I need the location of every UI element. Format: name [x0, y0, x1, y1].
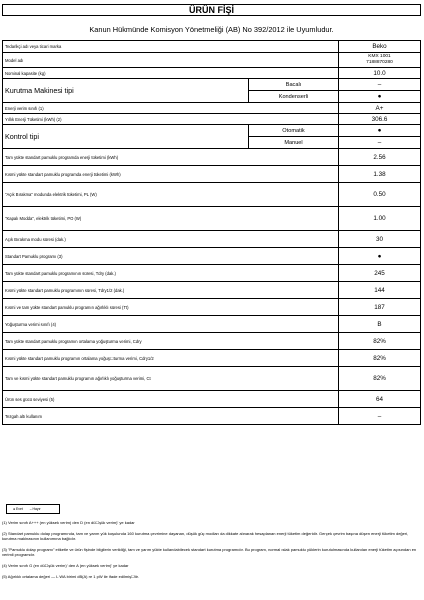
table-row	[3, 53, 421, 68]
table-row	[3, 299, 421, 316]
row-value: 187	[339, 299, 421, 316]
row-value: 10.0	[339, 68, 421, 79]
row-value: A+	[339, 103, 421, 114]
legend-no: – Hayır	[29, 507, 41, 511]
table-row	[3, 166, 421, 183]
row-label: Kısmi yükte standart pamuklu programın ortalama yoğuş☐turma verimi, Cdry1/2	[3, 350, 339, 367]
row-label: Kurutma Makinesi tipi	[3, 79, 249, 103]
table-row	[3, 333, 421, 350]
row-value: 1.38	[339, 166, 421, 183]
row-label: Tam yükte standart pamuklu programda enerji tüketimi (kWh)	[3, 149, 339, 166]
row-value: 64	[339, 391, 421, 408]
row-label: Tedarikçi adı veya ticari marka	[3, 41, 339, 53]
row-value: –	[339, 137, 421, 149]
row-label: Yıllık Enerji Tüketimi (kWh) (2)	[3, 114, 339, 125]
row-value: –	[339, 79, 421, 91]
row-value: 82%	[339, 350, 421, 367]
row-value: 1.00	[339, 207, 421, 231]
row-label: Kontrol tipi	[3, 125, 249, 149]
table-row	[3, 367, 421, 391]
page-title: ÜRÜN FİŞİ	[2, 4, 421, 16]
row-label: Model adı	[3, 53, 339, 68]
table-row	[3, 231, 421, 248]
row-value: 82%	[339, 367, 421, 391]
footnote: (5) Ağırlıklı ortalama değeri — L WA birimi dB(A) re 1 pW ile ifade edilmiş☐tir.	[2, 573, 139, 579]
row-label: Tam ve kısmi yükte standart pamuklu programın ağırlıklı yoğuşturma verimi, Ct	[3, 367, 339, 391]
row-label: Enerji verim sınıfı (1)	[3, 103, 339, 114]
row-label: Kısmi yükte standart pamuklu programda enerji tüketimi (kWh)	[3, 166, 339, 183]
footnote: (3) "Pamuklu dolap programı" etiketle ve ürün fişinde bilgilerin verildiği, tam ve yarım yükte kullanılabilecek standart kurutma programıdır. Bu program, normal ıslak pamuklu yüklerin kurutulmasında kullanılan enerji tüketim açısından en verimli programdır.	[2, 546, 417, 558]
row-value: 82%	[339, 333, 421, 350]
regulation-subtitle: Kanun Hükmünde Komisyon Yönetmeliği (AB) No 392/2012 ile Uyumludur.	[89, 25, 334, 34]
spec-table	[2, 40, 421, 425]
row-value: 144	[339, 282, 421, 299]
row-value: ●	[339, 248, 421, 265]
legend-yes: ● Evet	[13, 507, 23, 511]
table-row	[3, 408, 421, 425]
footnotes	[2, 520, 422, 584]
row-value: ●	[339, 91, 421, 103]
table-row	[3, 207, 421, 231]
model-code: 7188870280	[366, 60, 393, 65]
row-label: "Kapalı Modda", elektrik tüketimi, PO (W)	[3, 207, 339, 231]
table-row	[3, 41, 421, 53]
table-row	[3, 114, 421, 125]
footnote: (1) Verim sınıfı A+++ (en yüksek verim) den D (en dü☐şük verim)' ye kadar	[2, 520, 135, 525]
row-label: Açık Bırakma modu süresi (dak.)	[3, 231, 339, 248]
row-option: Manuel	[248, 137, 338, 149]
row-value: 2.56	[339, 149, 421, 166]
row-value: Beko	[339, 41, 421, 53]
row-label: Tam yükte standart pamuklu programının süresi, Tdry (dak.)	[3, 265, 339, 282]
table-row	[3, 265, 421, 282]
row-label: Ürün ses gücü seviyesi (5)	[3, 391, 339, 408]
table-row	[3, 248, 421, 265]
row-value: B	[339, 316, 421, 333]
row-label: Kısmi yükte standart pamuklu programının süresi, Tdry1/2 (dak.)	[3, 282, 339, 299]
row-option: Bacalı	[248, 79, 338, 91]
table-row	[3, 68, 421, 79]
model-name: KMX 1001	[368, 54, 391, 59]
row-option: Kondenserli	[248, 91, 338, 103]
row-label: Kısmi ve tam yükte standart pamuklu programın ağırlıklı süresi (Tt)	[3, 299, 339, 316]
row-value: 306.6	[339, 114, 421, 125]
footnote: (4) Verim sınıfı G (en dü☐şük verim)' den A (en yüksek verim)' ye kadar	[2, 562, 129, 568]
table-row	[3, 79, 421, 91]
row-value: ●	[339, 125, 421, 137]
row-option: Otomatik	[248, 125, 338, 137]
table-row	[3, 183, 421, 207]
row-value: 30	[339, 231, 421, 248]
row-label: Standart Pamuklu programı (3)	[3, 248, 339, 265]
row-label: Tezgah altı kullanım	[3, 408, 339, 425]
table-row	[3, 316, 421, 333]
table-row	[3, 125, 421, 137]
row-label: Yoğuşturma verimi sınıfı (4)	[3, 316, 339, 333]
table-row	[3, 282, 421, 299]
table-row	[3, 350, 421, 367]
row-label: Tam yükte standart pamuklu programın ortalama yoğuşturma verimi, Cdry	[3, 333, 339, 350]
table-row	[3, 391, 421, 408]
row-value: 245	[339, 265, 421, 282]
product-fiche	[2, 4, 421, 425]
table-row	[3, 103, 421, 114]
legend-box	[6, 504, 60, 514]
row-value: –	[339, 408, 421, 425]
row-value	[339, 53, 421, 68]
row-value: 0.50	[339, 183, 421, 207]
table-row	[3, 149, 421, 166]
row-label: "Açık Bırakma" modunda elektrik tüketimi, PL (W)	[3, 183, 339, 207]
row-label: Nominal kapasite (kg)	[3, 68, 339, 79]
footnote: (2) Standart pamuklu dolap programında, tam ve yarım yük koşulunda 160 kurutma çevrimine dayanan, düşük güç modları da dikkate alınarak hesaplanan enerji tüketim değeridir. Gerçek çevrim başına düşen enerji tüketim değeri, kurutma makinasının kullanımına bağlıdır.	[2, 530, 409, 542]
